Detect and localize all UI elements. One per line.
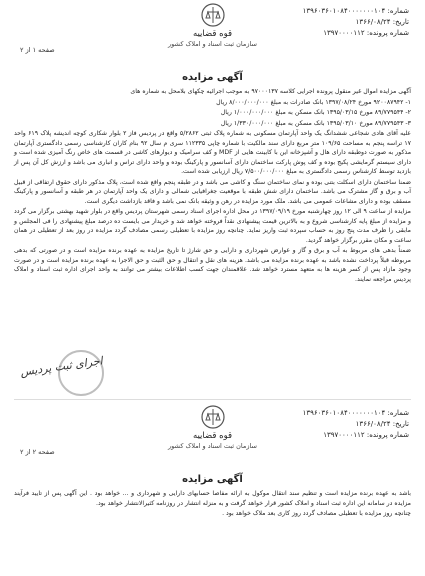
- meta-number: شماره: ۱۳۹۶۰۳۶۰۱۰۸۴۰۰۰۰۰۰۰۱۰۴: [302, 409, 409, 417]
- paragraph: ضمنا ساختمان دارای اسکلت بتنی بوده و نمای ساختمان سنگ و کاشی می باشد و در طبقه پنجم واقع شده است، پلاک مذکور دارای حقوق ارتفاقی از قبیل آب و برق و گاز مشترک می باشد. ساختمان دارای شش طبقه با موقعیت جغرافیایی شمالی و دارای یک واحد آپارتمان در هر طبقه و آسانسور و پارکینگ مسقف بوده و دارای مشاعات عمومی می باشد. ملک مورد مزایده در رهن و وثیقه بانک نمی باشد و فاقد بازداشت دیگری است.: [14, 178, 411, 205]
- judiciary-emblem: [138, 404, 288, 450]
- auction-notice-2: [14, 402, 411, 576]
- meta-number: شماره: ۱۳۹۶۰۳۶۰۱۰۸۴۰۰۰۰۰۰۰۱۰۴: [302, 7, 409, 15]
- notice-meta: [303, 6, 409, 39]
- meta-date: تاریخ: ۱۳۶۶/۰۸/۲۴: [355, 420, 409, 428]
- meta-case-number: شماره پرونده: ۱۳۹۷۰۰۰۰۱۱۲: [323, 431, 409, 439]
- page-number: صفحه ۱ از ۲: [20, 46, 55, 54]
- notice-body: [14, 489, 411, 519]
- paragraph: ۳- ۸۹/۷۷۹۵۴۳ مورخ ۱۳۹۵/۰۳/۱۰ بانک مسکن به مبلغ ۱/۳۳۰/۰۰۰/۰۰۰ ریال: [220, 119, 411, 127]
- notice-divider: [14, 399, 411, 400]
- org-subtitle: سازمان ثبت اسناد و املاک کشور: [168, 40, 257, 48]
- meta-case-number: شماره پرونده: ۱۳۹۷۰۰۰۰۱۱۲: [323, 29, 409, 37]
- paragraph: آگهی مزایده اموال غیر منقول پرونده اجرایی کلاسه ۹۷۰۰۰۱۳۷ به موجب اجرائیه چکهای بلامحل به شماره های: [130, 88, 411, 95]
- org-name: قوه قضاییه: [192, 431, 233, 441]
- notice-header: [14, 402, 411, 472]
- paragraph: باشد به عهده برنده مزایده است و تنظیم سند انتقال موکول به ارائه مفاصا حسابهای دارایی و شهرداری و ... خواهد بود . این آگهی پس از تایید فرآیند مزایده در سامانه این اداره ثبت اسناد و املاک کشور قرار خواهد گرفت و به منزله انتشار در روزنامه کثیرالانتشار خواهد بود.: [14, 490, 411, 507]
- notice-body: [14, 87, 411, 284]
- paragraph: چنانچه روز مزایده با تعطیلی مصادف گردد روز کاری بعد ملاک خواهد بود .: [222, 510, 411, 517]
- org-subtitle: سازمان ثبت اسناد و املاک کشور: [168, 442, 257, 450]
- judiciary-emblem: [138, 2, 288, 48]
- auction-notice-1: [14, 0, 411, 398]
- notice-meta: [303, 408, 409, 441]
- paragraph: ضمناً بدهی های مربوط به آب و برق و گاز و عوارض شهرداری و دارایی و حق شارژ تا تاریخ مزایده به عهده برنده مزایده است و در صورتی که بدهی مربوطه قبلاً پرداخت نشده باشد به عهده برنده مزایده می باشد. هزینه های نقل و انتقال و حق الثبت و حق الاجرا به عهده برنده مزایده است و در صورت وجود مازاد پس از کسر هزینه ها به متعهد مسترد خواهد شد. علاقمندان جهت کسب اطلاعات بیشتر می توانند به واحد اجرای اداره ثبت اسناد و املاک پردیس مراجعه نمایند.: [14, 247, 411, 283]
- paragraph: علیه آقای هادی شجاعی ششدانگ یک واحد آپارتمان مسکونی به شماره پلاک ثبتی ۵/۲۸۶۲ واقع در پردیس فاز ۲ بلوار شکاری کوچه اندیشه پلاک ۶۱۹ واحد ۱۷ تراسه پنجم به مساحت ۱۰۹/۶۵ متر مربع دارای سند مالکیت با شماره چاپی ۱۱۲۳۳۵ سری م سال ۹۲ بنام کاران کارشناسی رسمی دادگستری آپارتمان مذکور به صورت دوطبقه دارای هال و آشپزخانه این با کابینت هایی از MDF و کف سرامیک و دیوارهای کاشی در قسمت های خاص رنگ آمیزی شده است و دارای سیستم گرمایشی پکیج بوده و کف پوش پارکت ساختمان دارای آسانسور و پارکینگ بوده و واحد دارای تراس و انباری می باشد و ارزش کل آن پس از بازدید توسط کارشناس رسمی دادگستری به مبلغ ۷/۵۰۰/۰۰۰/۰۰۰ ریال ارزیابی شده است.: [14, 130, 412, 175]
- signature: اجرای ثبت پردیس: [19, 354, 104, 379]
- notice-title: آگهی مزایده: [182, 72, 243, 83]
- emblem-icon: [200, 2, 226, 28]
- page-number: صفحه ۲ از ۲: [20, 448, 55, 456]
- paragraph: ۲- ۸۹/۷۷۹۵۴۴ مورخ ۱۳۹۵/۰۳/۱۵ بانک مسکن به مبلغ ۱/۰۰۰/۰۰۰/۰۰۰ ریال: [220, 109, 411, 116]
- meta-date: تاریخ: ۱۳۶۶/۰۸/۲۴: [355, 18, 409, 26]
- notice-header: [14, 0, 411, 70]
- org-name: قوه قضاییه: [192, 29, 233, 39]
- paragraph: ۱- ۹۲۰۰۸۷۹۴۲ مورخ ۱۳۹۷/۰۸/۲۴ بانک صادرات به مبلغ ۸/۰۰۰/۰۰۰/۰۰۰ ریال: [216, 98, 411, 106]
- notice-title: آگهی مزایده: [182, 474, 243, 485]
- paragraph: مزایده از ساعت ۹ الی ۱۲ روز چهارشنبه مورخ ۱۳۹۷/۰۹/۱۹ در محل اداره اجرای اسناد رسمی شهرستان پردیس واقع در بلوار شهید بهشتی برگزار می گردد و مزایده از مبلغ پایه کارشناسی شروع و به بالاترین قیمت پیشنهادی نقداً فروخته خواهد شد و خریدار می بایست ده درصد مبلغ پیشنهادی را فی المجلس و مابقی را ظرف مدت پنج روز به حساب سپرده ثبت واریز نماید. چنانچه روز مزایده با تعطیلی رسمی مصادف گردد مزایده در روز بعد از تعطیلی در همان ساعت و مکان مقرر برگزار خواهد گردید.: [14, 208, 411, 244]
- emblem-icon: [200, 404, 226, 430]
